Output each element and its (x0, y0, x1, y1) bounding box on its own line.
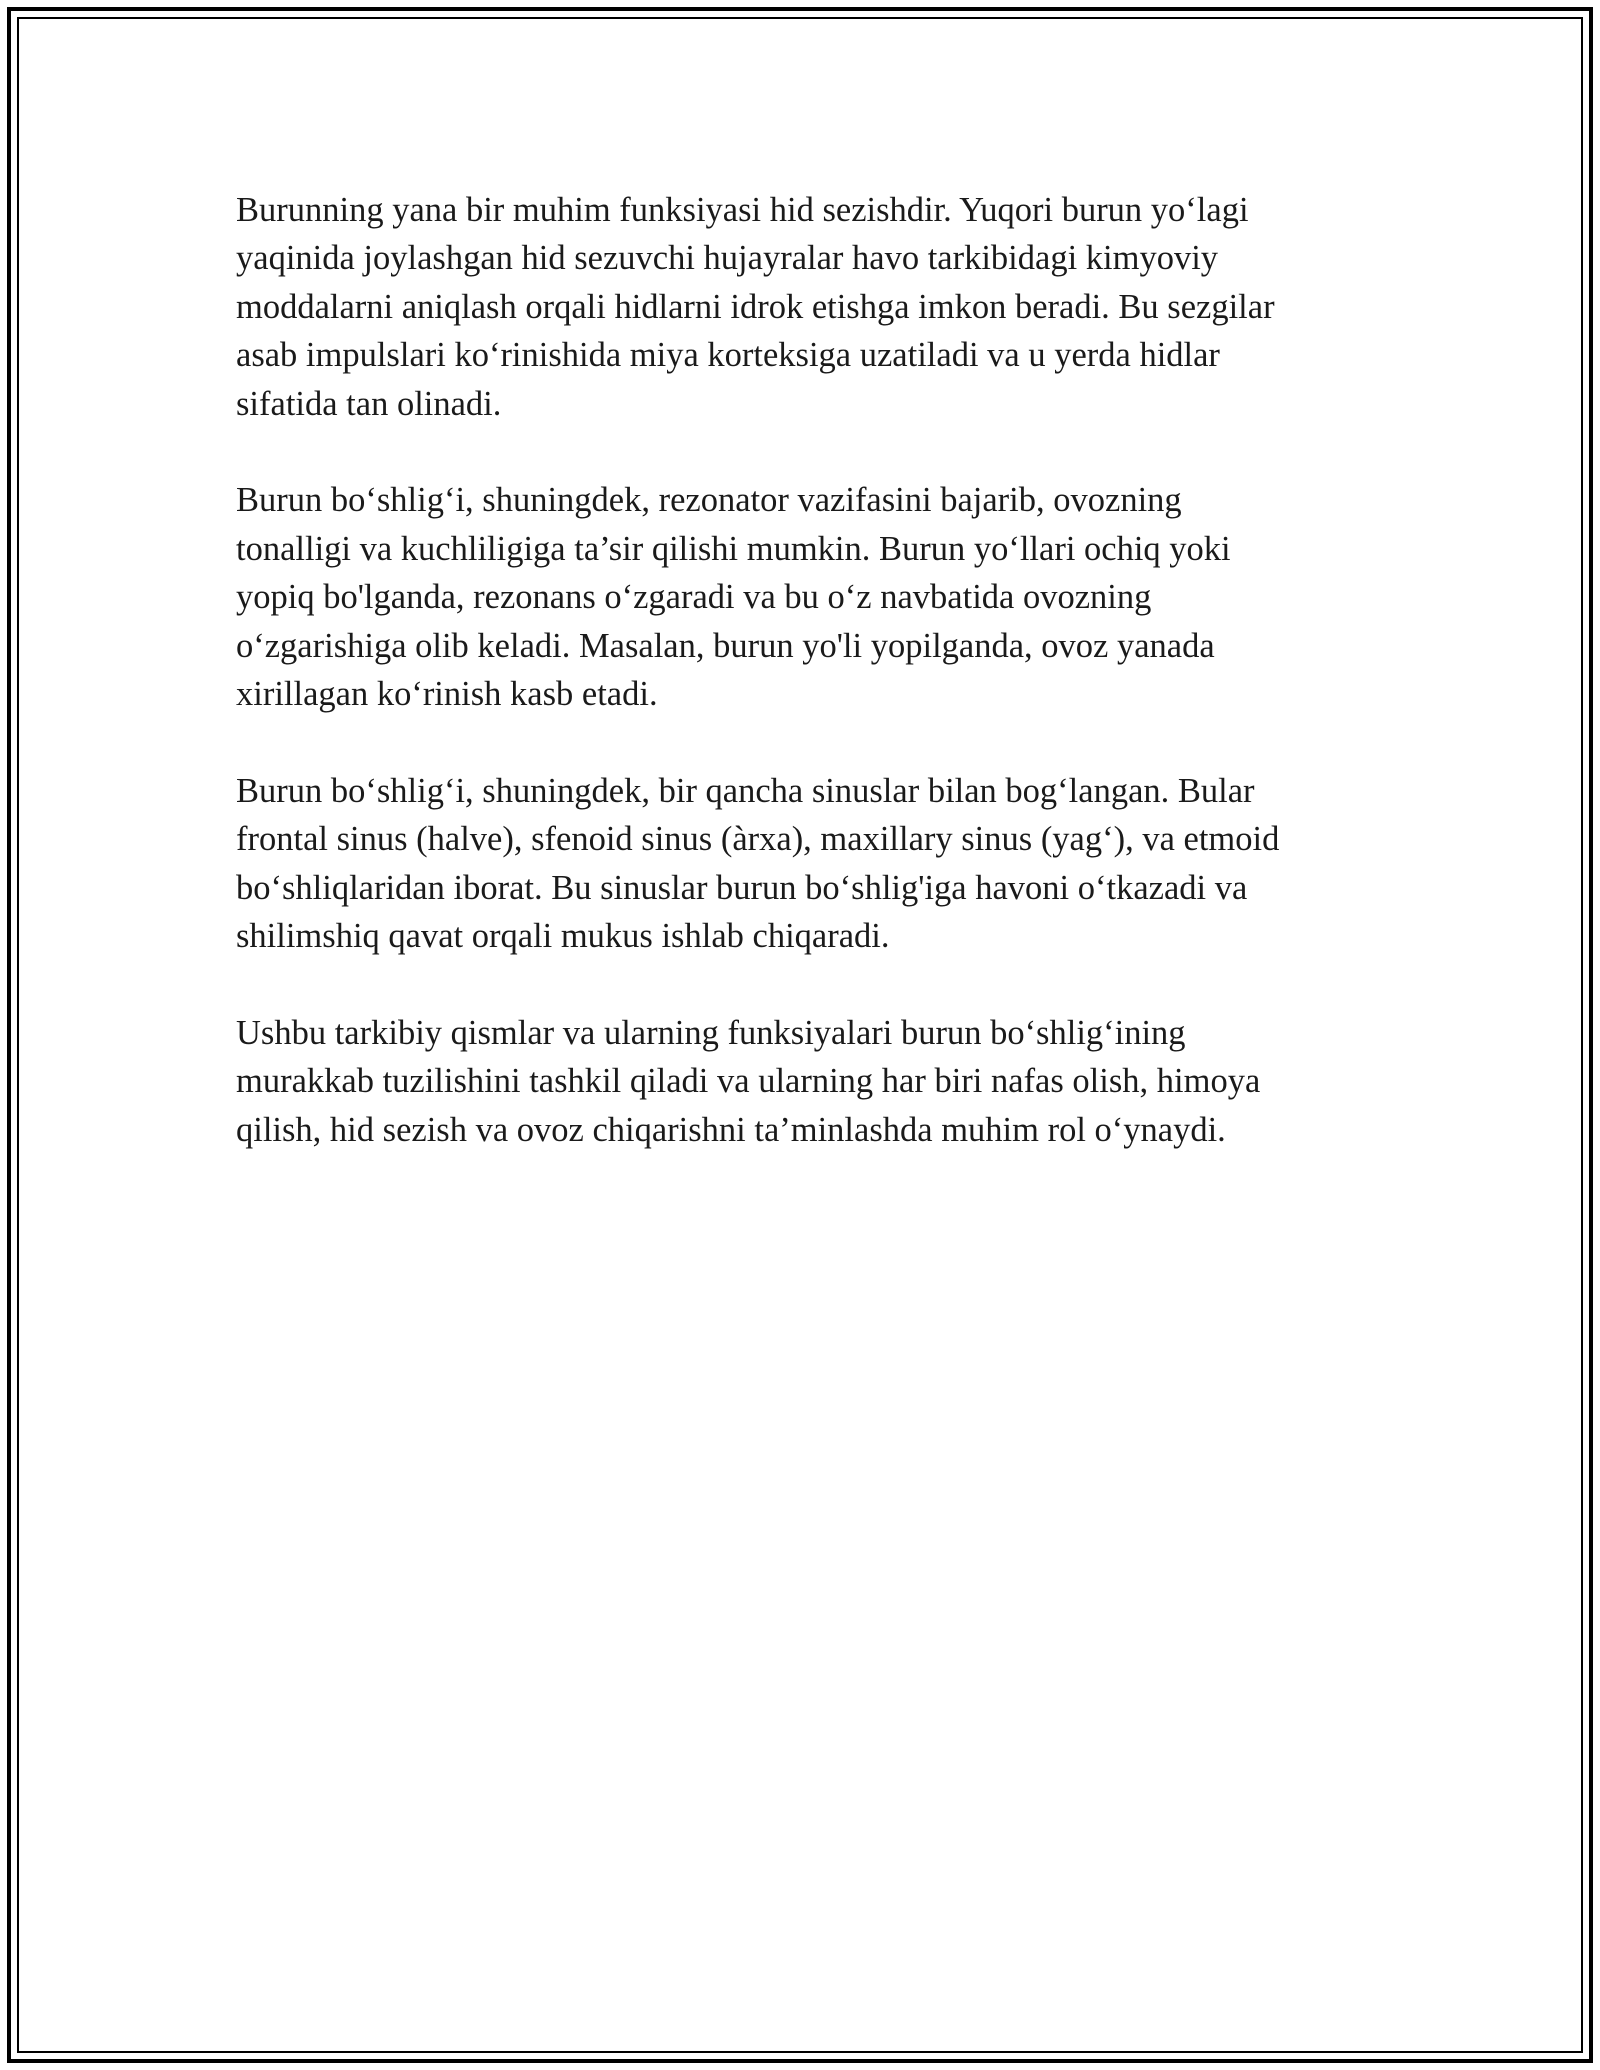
paragraph-olfaction (236, 186, 1366, 428)
text-line: xirillagan ko‘rinish kasb etadi. (236, 675, 658, 714)
paragraph-resonator (236, 476, 1366, 718)
text-line: moddalarni aniqlash orqali hidlarni idrok etishga imkon beradi. Bu sezgilar (236, 287, 1275, 326)
text-line: asab impulslari ko‘rinishida miya korteksiga uzatiladi va u yerda hidlar (236, 336, 1220, 375)
text-line: shilimshiq qavat orqali mukus ishlab chiqaradi. (236, 917, 890, 956)
paragraph-summary (236, 1009, 1366, 1154)
text-line: qilish, hid sezish va ovoz chiqarishni ta’minlashda muhim rol o‘ynaydi. (236, 1110, 1226, 1149)
paragraph-sinuses (236, 767, 1366, 961)
text-line: Burunning yana bir muhim funksiyasi hid sezishdir. Yuqori burun yo‘lagi (236, 191, 1249, 229)
text-line: o‘zgarishiga olib keladi. Masalan, burun yo'li yopilganda, ovoz yanada (236, 626, 1215, 665)
text-line: Burun bo‘shlig‘i, shuningdek, bir qancha sinuslar bilan bog‘langan. Bular (236, 771, 1255, 810)
text-line: sifatida tan olinadi. (236, 384, 502, 423)
text-line: Burun bo‘shlig‘i, shuningdek, rezonator vazifasini bajarib, ovozning (236, 481, 1182, 520)
text-line: bo‘shliqlaridan iborat. Bu sinuslar burun bo‘shlig'iga havoni o‘tkazadi va (236, 868, 1248, 907)
text-line: yaqinida joylashgan hid sezuvchi hujayralar havo tarkibidagi kimyoviy (236, 239, 1219, 278)
text-line: murakkab tuzilishini tashkil qiladi va ularning har biri nafas olish, himoya (236, 1062, 1261, 1101)
text-line: Ushbu tarkibiy qismlar va ularning funksiyalari burun bo‘shlig‘ining (236, 1013, 1186, 1052)
text-line: yopiq bo'lganda, rezonans o‘zgaradi va bu o‘z navbatida ovozning (236, 578, 1152, 617)
text-line: frontal sinus (halve), sfenoid sinus (àrxa), maxillary sinus (yag‘), va etmoid (236, 820, 1280, 859)
document-body (236, 186, 1366, 1202)
text-line: tonalligi va kuchliligiga ta’sir qilishi mumkin. Burun yo‘llari ochiq yoki (236, 529, 1231, 568)
